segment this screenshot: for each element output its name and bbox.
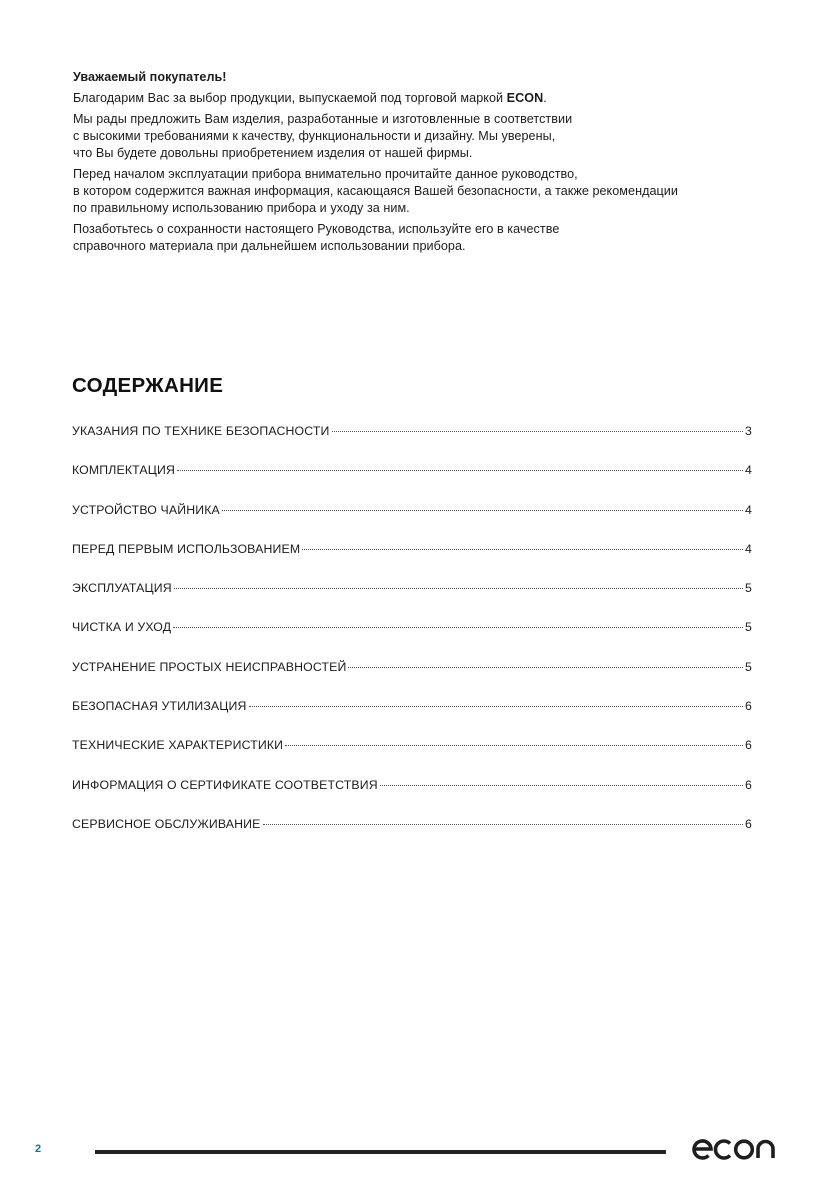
offer-line: Мы рады предложить Вам изделия, разработанные и изготовленные в соответствии [73, 112, 573, 126]
toc-item-operation[interactable] [72, 581, 752, 620]
toc-item-page: 6 [745, 699, 752, 714]
toc-item-page: 6 [745, 777, 752, 792]
toc-item-label: ИНФОРМАЦИЯ О СЕРТИФИКАТЕ СООТВЕТСТВИЯ [72, 777, 378, 792]
toc-item-troubleshooting[interactable] [72, 660, 752, 699]
toc-item-service[interactable] [72, 817, 752, 856]
toc-item-kettle-design[interactable] [72, 503, 752, 542]
toc-item-page: 5 [745, 581, 752, 596]
offer-line: что Вы будете довольны приобретением изделия от нашей фирмы. [73, 146, 473, 160]
toc-item-page: 3 [745, 424, 752, 438]
toc-dot-leader [222, 510, 743, 511]
toc-item-label: КОМПЛЕКТАЦИЯ [72, 463, 176, 478]
toc-item-label: ПЕРЕД ПЕРВЫМ ИСПОЛЬЗОВАНИЕМ [72, 541, 301, 556]
toc-item-label: ЭКСПЛУАТАЦИЯ [72, 581, 172, 596]
thanks-text: Благодарим Вас за выбор продукции, выпускаемой под торговой маркой [73, 91, 507, 105]
toc-item-specifications[interactable] [72, 738, 752, 777]
toc-dot-leader [285, 745, 743, 746]
toc-item-certificate[interactable] [72, 778, 752, 817]
toc-item-page: 5 [745, 659, 752, 674]
toc-item-label: УСТРАНЕНИЕ ПРОСТЫХ НЕИСПРАВНОСТЕЙ [72, 659, 347, 674]
toc-dot-leader [174, 588, 743, 589]
toc-item-label: УСТРОЙСТВО ЧАЙНИКА [72, 502, 220, 517]
brand-name: ECON [506, 91, 544, 105]
keep-manual-line: справочного материала при дальнейшем использовании прибора. [73, 239, 466, 253]
keep-manual-paragraph [73, 221, 773, 255]
toc-dot-leader [348, 667, 743, 668]
toc-item-label: СЕРВИСНОЕ ОБСЛУЖИВАНИЕ [72, 816, 261, 831]
econ-logo [688, 1127, 783, 1165]
read-manual-line: Перед началом эксплуатации прибора внимательно прочитайте данное руководство, [73, 167, 578, 181]
read-manual-paragraph [73, 166, 773, 217]
toc-item-page: 4 [745, 463, 752, 478]
toc-item-page: 4 [745, 502, 752, 517]
toc-item-disposal[interactable] [72, 699, 752, 738]
toc-dot-leader [173, 627, 743, 628]
toc-dot-leader [380, 785, 743, 786]
toc-item-label: БЕЗОПАСНАЯ УТИЛИЗАЦИЯ [72, 699, 247, 714]
intro-section [73, 69, 773, 259]
toc-dot-leader [302, 549, 743, 550]
thanks-paragraph [73, 90, 773, 107]
toc-item-safety[interactable] [72, 424, 752, 463]
toc-dot-leader [177, 470, 743, 471]
thanks-suffix: . [543, 91, 547, 105]
toc-item-page: 4 [745, 541, 752, 556]
read-manual-line: в котором содержится важная информация, касающаяся Вашей безопасности, а также рекомендации [73, 184, 678, 198]
offer-paragraph [73, 111, 773, 162]
toc-dot-leader [263, 824, 743, 825]
toc-item-label: ЧИСТКА И УХОД [72, 620, 172, 635]
toc-item-label: УКАЗАНИЯ ПО ТЕХНИКЕ БЕЗОПАСНОСТИ [72, 424, 330, 438]
footer-divider [95, 1150, 666, 1154]
toc-item-page: 6 [745, 816, 752, 831]
toc-title: СОДЕРЖАНИЕ [72, 374, 224, 397]
keep-manual-line: Позаботьтесь о сохранности настоящего Руководства, используйте его в качестве [73, 222, 560, 236]
toc-item-page: 6 [745, 738, 752, 753]
toc-item-label: ТЕХНИЧЕСКИЕ ХАРАКТЕРИСТИКИ [72, 738, 284, 753]
toc-item-page: 5 [745, 620, 752, 635]
page-number: 2 [35, 1143, 42, 1155]
toc-dot-leader [332, 431, 744, 432]
read-manual-line: по правильному использованию прибора и уходу за ним. [73, 201, 410, 215]
greeting-heading: Уважаемый покупатель! [73, 70, 227, 84]
toc-item-first-use[interactable] [72, 542, 752, 581]
toc-item-package[interactable] [72, 463, 752, 502]
toc-dot-leader [249, 706, 743, 707]
toc-item-cleaning[interactable] [72, 620, 752, 659]
table-of-contents [72, 424, 752, 856]
offer-line: с высокими требованиями к качеству, функциональности и дизайну. Мы уверены, [73, 129, 556, 143]
